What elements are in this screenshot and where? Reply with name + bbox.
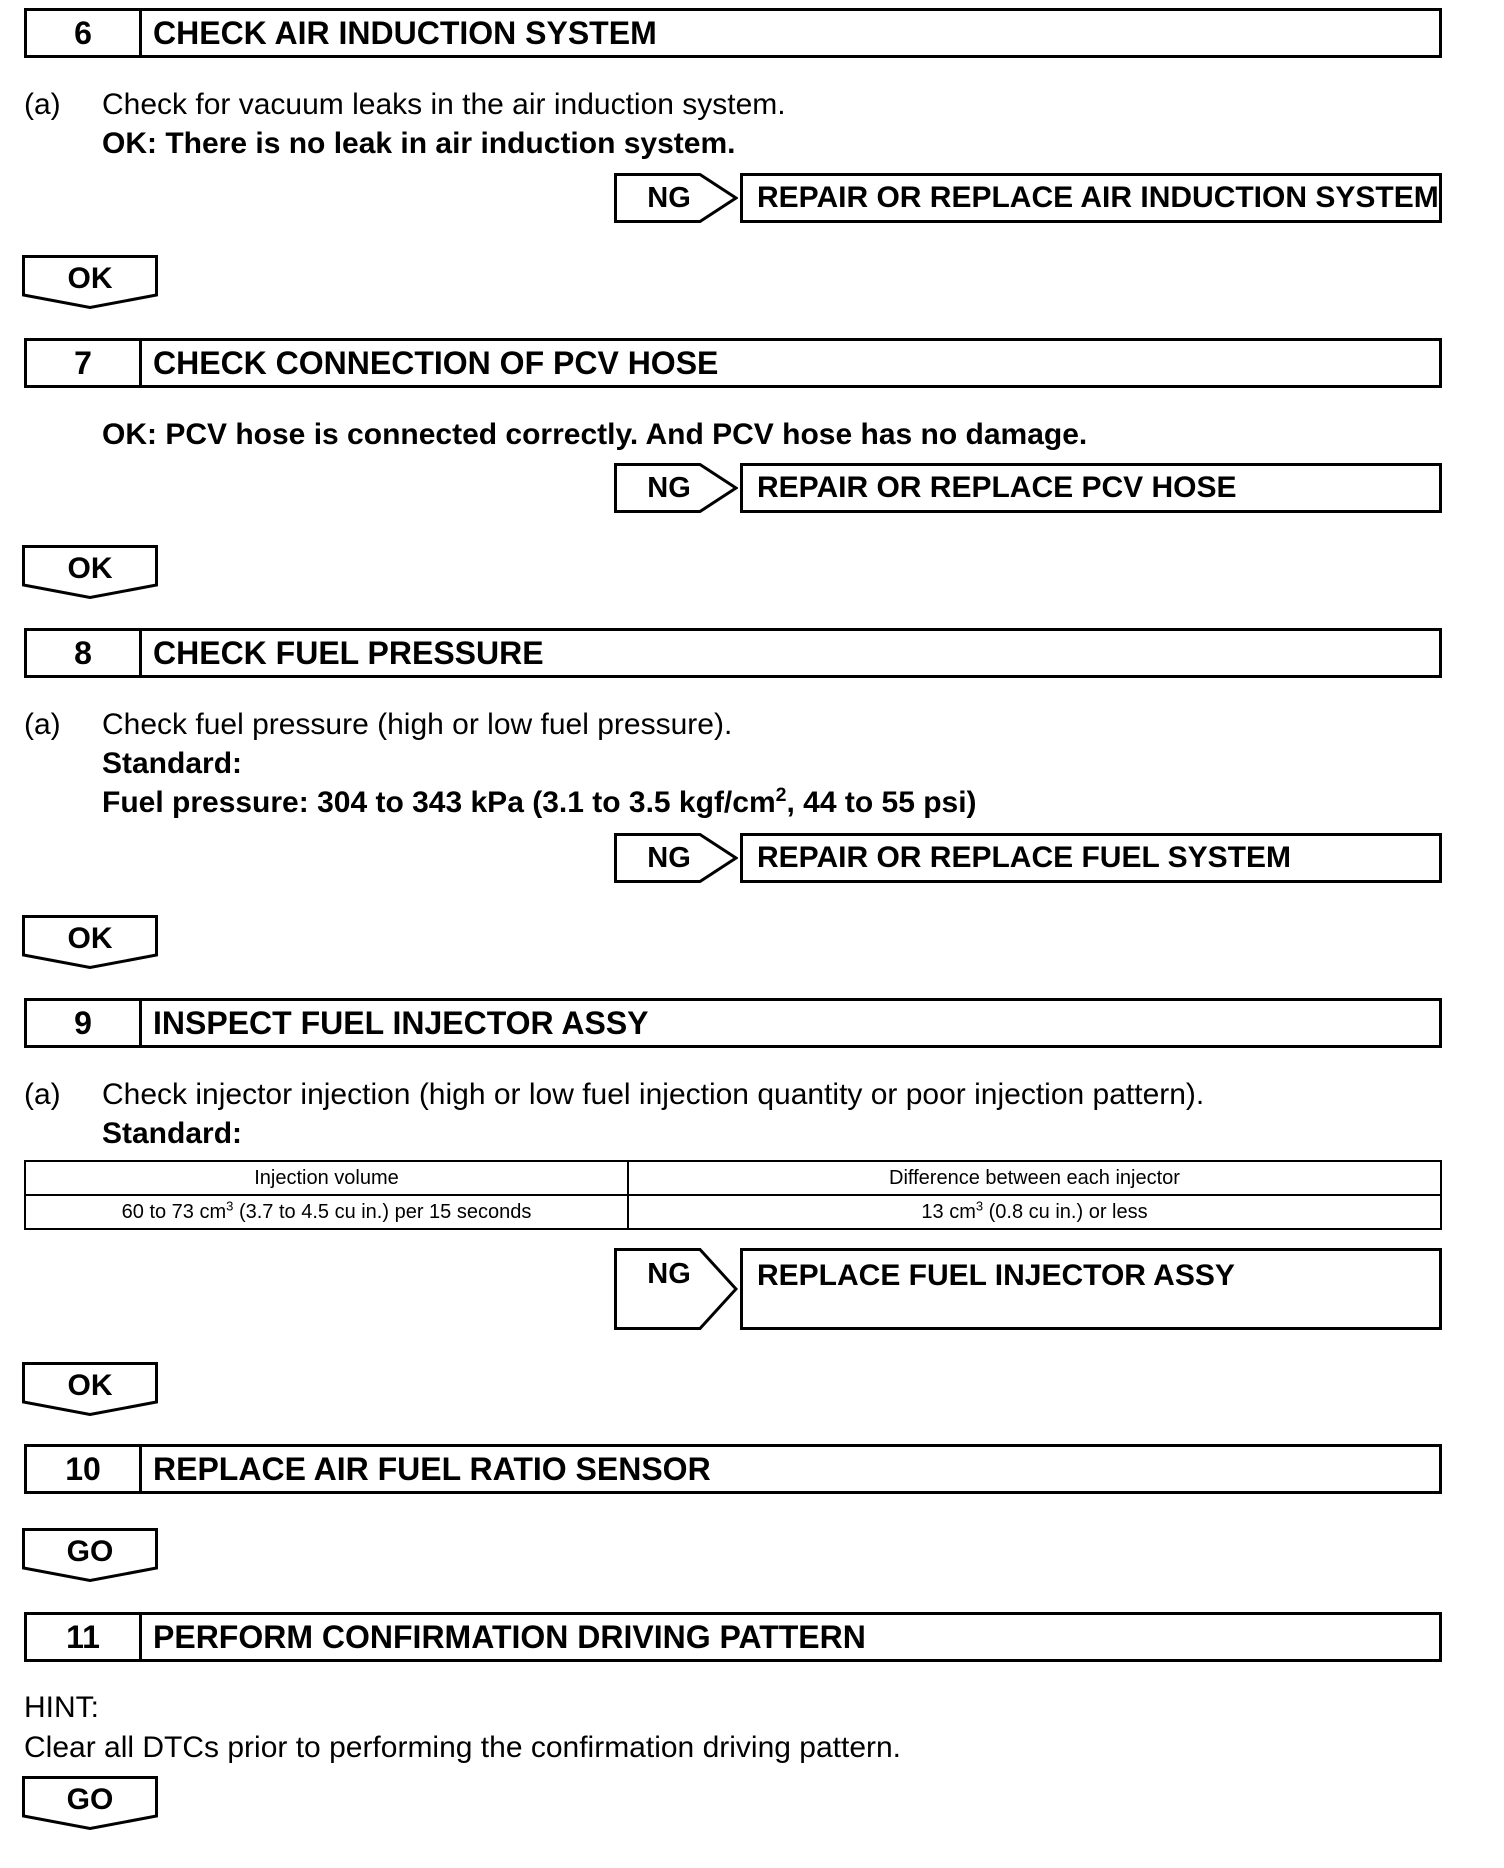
ok-next-button[interactable] [22,545,158,599]
step-title: INSPECT FUEL INJECTOR ASSY [153,1004,649,1041]
injection-spec-table [24,1160,1442,1230]
ok-next-button[interactable] [22,1362,158,1416]
ng-action-box [740,173,1442,223]
table-header-row [25,1161,1441,1195]
step-number: 10 [27,1447,142,1491]
step-title: CHECK AIR INDUCTION SYSTEM [153,14,657,51]
step-title: CHECK FUEL PRESSURE [153,634,544,671]
ng-arrow [614,833,738,883]
spec-text: Fuel pressure: 304 to 343 kPa (3.1 to 3.5 kgf/cm [102,786,776,819]
fuel-pressure-spec [102,784,977,819]
instruction-text: Check for vacuum leaks in the air induction system. [102,88,786,121]
ok-next-button[interactable] [22,915,158,969]
standard-label: Standard: [102,1117,243,1150]
cell-text: 60 to 73 cm [121,1201,227,1223]
ng-label: NG [647,842,691,874]
cell-text: 13 cm [921,1201,976,1223]
next-label: OK [67,262,113,295]
step-number: 7 [27,341,142,385]
ng-arrow [614,1248,738,1330]
step-7-header [24,338,1442,388]
cell-text-end: (0.8 cu in.) or less [983,1201,1148,1223]
instruction-text: Check injector injection (high or low fuel injection quantity or poor injection pattern). [102,1078,1205,1111]
go-next-button[interactable] [22,1528,158,1582]
cell-text-end: (3.7 to 4.5 cu in.) per 15 seconds [233,1201,532,1223]
next-label: GO [66,1535,114,1568]
cell-superscript: 3 [975,1198,984,1214]
step-8-header [24,628,1442,678]
step-title: PERFORM CONFIRMATION DRIVING PATTERN [153,1618,866,1655]
step-title: REPLACE AIR FUEL RATIO SENSOR [153,1450,711,1487]
next-label: OK [67,1369,113,1402]
step-number: 8 [27,631,142,675]
hint-label: HINT: [24,1691,99,1724]
step-10-header [24,1444,1442,1494]
ng-label: NG [647,472,691,504]
cell-superscript: 3 [226,1198,234,1214]
step-title: CHECK CONNECTION OF PCV HOSE [153,344,719,381]
item-label: (a) [24,1078,61,1111]
ng-label: NG [647,182,691,214]
ng-action-text: REPAIR OR REPLACE AIR INDUCTION SYSTEM [757,181,1439,214]
ng-action-text: REPAIR OR REPLACE FUEL SYSTEM [757,841,1291,874]
ng-action-box [740,1248,1442,1330]
table-cell [25,1195,628,1229]
ok-condition: OK: There is no leak in air induction system. [102,127,736,160]
hint-text: Clear all DTCs prior to performing the confirmation driving pattern. [24,1731,902,1764]
step-6-header [24,8,1442,58]
standard-label: Standard: [102,747,243,780]
step-number: 6 [27,11,142,55]
go-next-button[interactable] [22,1776,158,1830]
ng-arrow [614,173,738,223]
next-label: OK [67,922,113,955]
item-label: (a) [24,708,61,741]
spec-text-end: , 44 to 55 psi) [786,786,977,819]
table-header: Injection volume [25,1161,628,1195]
item-label: (a) [24,88,61,121]
ng-label: NG [647,1258,691,1290]
ok-next-button[interactable] [22,255,158,309]
step-11-header [24,1612,1442,1662]
table-header: Difference between each injector [628,1161,1441,1195]
step-9-header [24,998,1442,1048]
table-row [25,1195,1441,1229]
table-cell [628,1195,1441,1229]
spec-superscript: 2 [775,784,787,806]
step-number: 9 [27,1001,142,1045]
ng-action-text: REPAIR OR REPLACE PCV HOSE [757,471,1237,504]
ok-condition: OK: PCV hose is connected correctly. And PCV hose has no damage. [102,418,1088,451]
ng-action-box [740,463,1442,513]
ng-action-box [740,833,1442,883]
ng-action-text: REPLACE FUEL INJECTOR ASSY [757,1259,1235,1292]
instruction-text: Check fuel pressure (high or low fuel pressure). [102,708,733,741]
next-label: OK [67,552,113,585]
next-label: GO [66,1783,114,1816]
step-number: 11 [27,1615,142,1659]
ng-arrow [614,463,738,513]
